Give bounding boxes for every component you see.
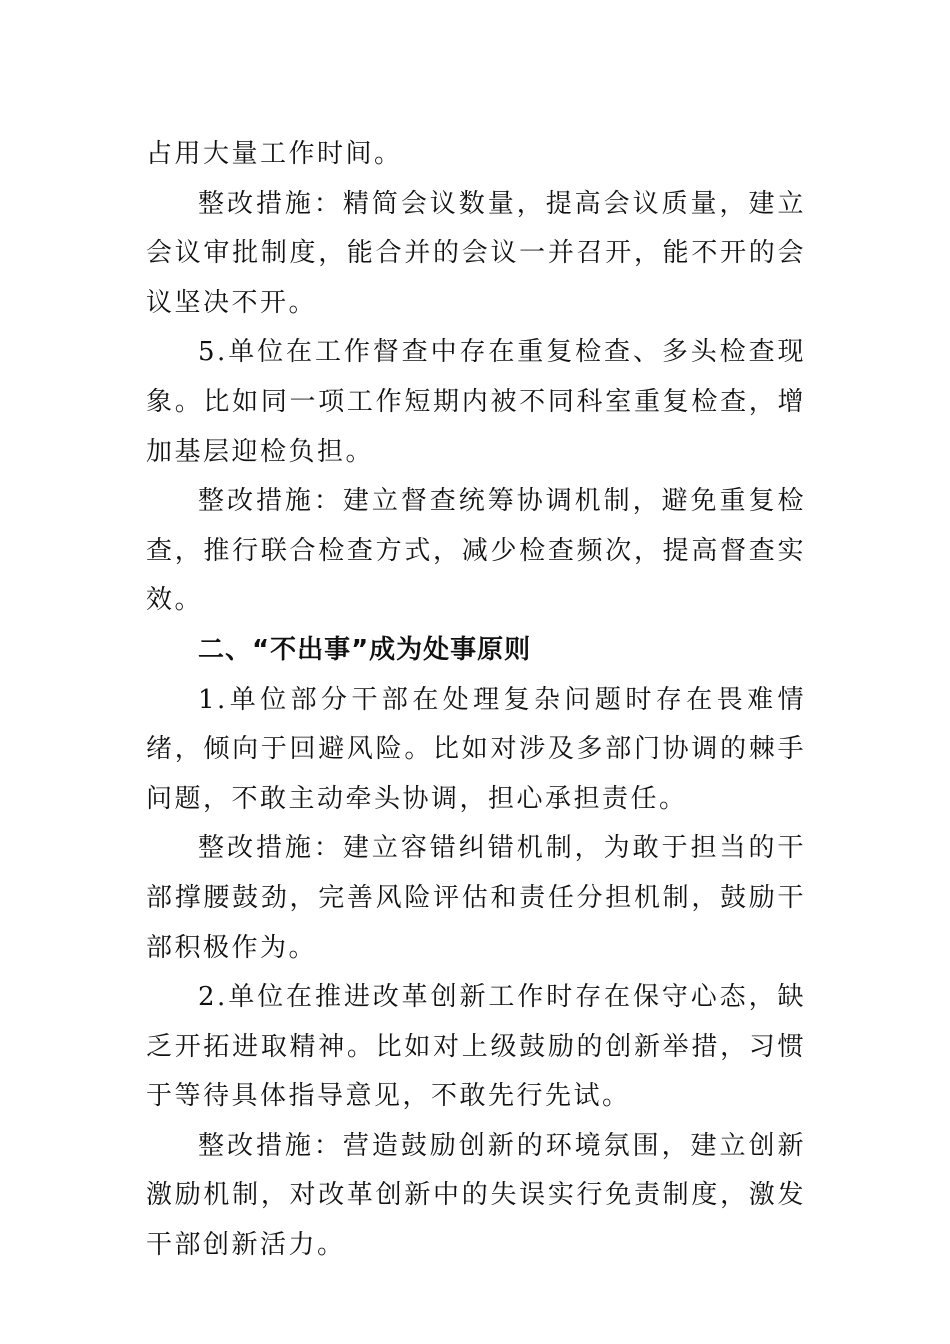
- paragraph-issue-5-inspections: 5.单位在工作督查中存在重复检查、多头检查现象。比如同一项工作短期内被不同科室重复检查，增加基层迎检负担。: [146, 337, 806, 467]
- paragraph-continuation: 占用大量工作时间。: [146, 139, 403, 169]
- paragraph-rectification-meetings: 整改措施：精简会议数量，提高会议质量，建立会议审批制度，能合并的会议一并召开，能不开的会议坚决不开。: [146, 188, 806, 318]
- paragraph-rectification-inspections: 整改措施：建立督查统筹协调机制，避免重复检查，推行联合检查方式，减少检查频次，提高督查实效。: [146, 486, 806, 616]
- paragraph-issue-1-risk-avoidance: 1.单位部分干部在处理复杂问题时存在畏难情绪，倾向于回避风险。比如对涉及多部门协调的棘手问题，不敢主动牵头协调，担心承担责任。: [146, 684, 806, 814]
- document-body: [146, 130, 806, 1271]
- paragraph-rectification-innovation: 整改措施：营造鼓励创新的环境氛围，建立创新激励机制，对改革创新中的失误实行免责制度，激发干部创新活力。: [146, 1130, 806, 1261]
- section-heading-2: 二、“不出事”成为处事原则: [198, 634, 532, 665]
- paragraph-issue-2-conservatism: 2.单位在推进改革创新工作时存在保守心态，缺乏开拓进取精神。比如对上级鼓励的创新举措，习惯于等待具体指导意见，不敢先行先试。: [146, 982, 806, 1112]
- paragraph-rectification-fault-tolerance: 整改措施：建立容错纠错机制，为敢于担当的干部撑腰鼓劲，完善风险评估和责任分担机制，鼓励干部积极作为。: [146, 833, 806, 963]
